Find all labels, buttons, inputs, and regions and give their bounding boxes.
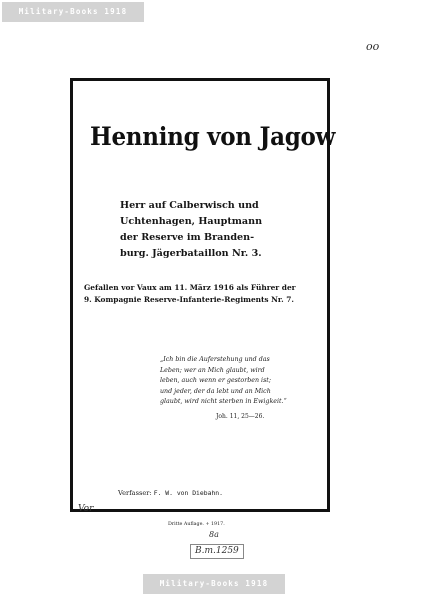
- handwritten-note-middle: 8a: [209, 530, 219, 539]
- edition-note: Dritte Auflage. + 1917.: [168, 522, 225, 527]
- owner-description: [120, 198, 262, 262]
- quote-line: glaubt, wird nicht sterben in Ewigkeit.“: [160, 398, 287, 406]
- handwritten-note-left: Vor: [78, 504, 94, 514]
- author-label: Verfasser:: [118, 489, 152, 497]
- owner-line: burg. Jägerbataillon Nr. 3.: [120, 248, 262, 259]
- author-line: [118, 489, 223, 497]
- quote-reference: Joh. 11, 25—26.: [216, 413, 265, 420]
- quote-line: leben, auch wenn er gestorben ist;: [160, 377, 271, 385]
- quote-line: „Ich bin die Auferstehung und das: [160, 356, 270, 363]
- fallen-line: Gefallen vor Vaux am 11. März 1916 als Führer der: [84, 283, 296, 292]
- owner-line: der Reserve im Branden-: [120, 232, 255, 243]
- fallen-line: 9. Kompagnie Reserve-Infanterie-Regiments Nr. 7.: [84, 295, 294, 304]
- quote-line: und jeder, der da lebt und an Mich: [160, 387, 271, 395]
- watermark-top: Military-Books 1918: [2, 2, 144, 22]
- owner-line: Uchtenhagen, Hauptmann: [120, 216, 263, 227]
- author-name: F. W. von Diebahn.: [153, 489, 223, 497]
- owner-line: Herr auf Calberwisch und: [120, 200, 259, 211]
- corner-pencil-mark: oo: [366, 40, 380, 53]
- fallen-notice: [84, 282, 296, 306]
- page-title: Henning von Jagow: [90, 122, 336, 151]
- quote-line: Leben; wer an Mich glaubt, wird: [160, 366, 265, 374]
- watermark-bottom: Military-Books 1918: [143, 574, 285, 594]
- scripture-quote: [160, 355, 287, 408]
- handwritten-shelfmark: B.m.1259: [190, 544, 244, 559]
